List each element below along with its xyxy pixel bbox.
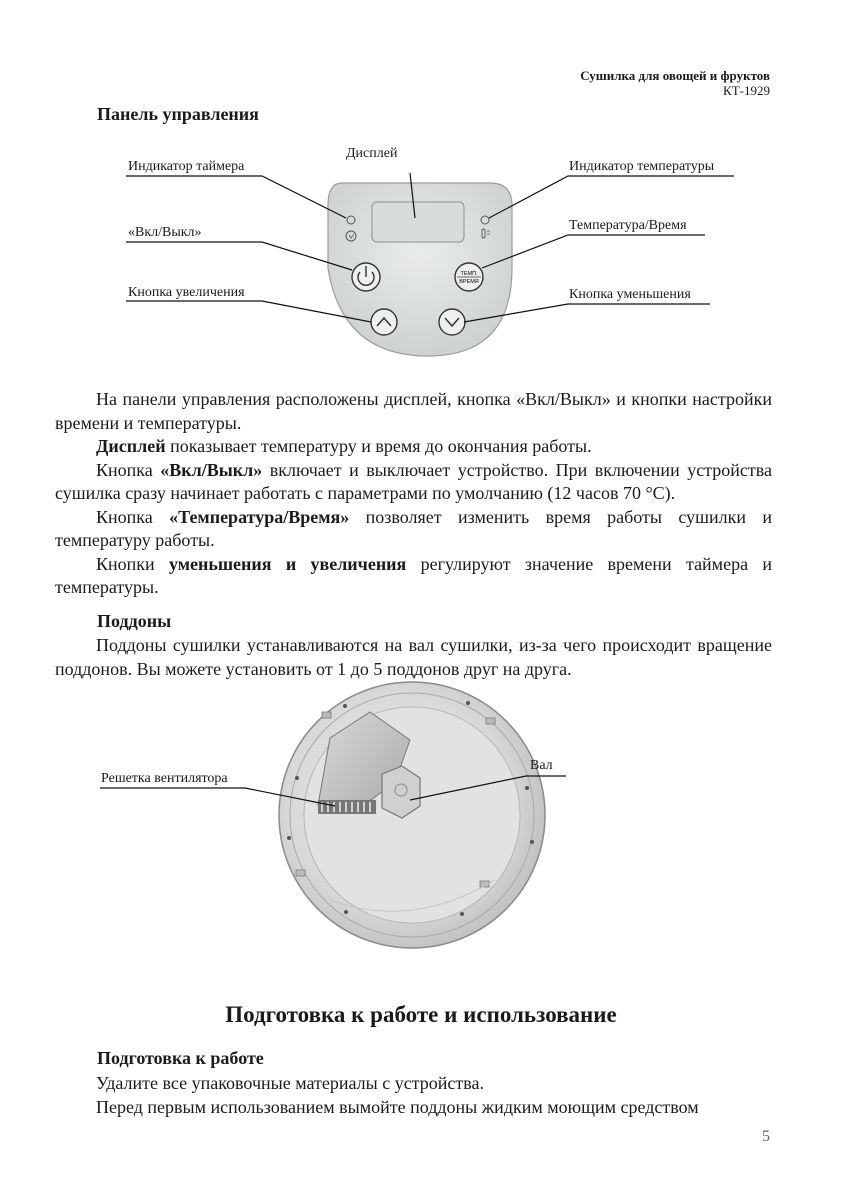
panel-p5-pre: Кнопки: [96, 553, 169, 574]
leader-timer: [126, 176, 346, 218]
page-number: 5: [762, 1128, 770, 1145]
panel-p4-pre: Кнопка: [96, 506, 170, 527]
label-timer-indicator: Индикатор таймера: [128, 159, 245, 174]
label-shaft: Вал: [530, 758, 553, 773]
panel-heading: Панель управления: [97, 104, 259, 124]
prep-title: Подготовка к работе и использование: [225, 1002, 617, 1027]
label-display: Дисплей: [346, 146, 398, 161]
panel-p5-bold: уменьшения и увеличения: [168, 553, 407, 574]
label-increase: Кнопка увеличения: [128, 285, 245, 300]
panel-p2-bold: Дисплей: [96, 436, 166, 456]
display-window: [372, 202, 464, 242]
panel-p5: [55, 553, 772, 600]
panel-p3-pre: Кнопка: [96, 459, 161, 480]
leader-increase: [126, 301, 371, 322]
trays-description: [55, 634, 772, 681]
panel-p1: На панели управления расположены дисплей, кнопка «Вкл/Выкл» и кнопки настройки времени и температуры.: [55, 389, 772, 433]
prep-p1: Удалите все упаковочные материалы с устройства.: [96, 1073, 485, 1093]
panel-p4-bold: «Температура/Время»: [169, 506, 350, 527]
leader-onoff: [126, 242, 352, 270]
dryer-base-figure: [279, 682, 545, 948]
trays-p1: Поддоны сушилки устанавливаются на вал сушилки, из-за чего происходит вращение поддонов. Вы можете установить от 1 до 5 поддонов друг на друга.: [55, 635, 772, 679]
panel-description: [55, 388, 772, 600]
panel-p4-rest: позволяет изменить время работы сушилки и температуру работы.: [55, 506, 772, 550]
doc-header-model: КТ-1929: [723, 83, 770, 98]
panel-p3-rest: включает и выключает устройство. При включении устройства сушилка сразу начинает работать с параметрами по умолчанию (12 часов 70 °С).: [55, 459, 773, 503]
label-temp-indicator: Индикатор температуры: [569, 159, 715, 174]
prep-p2: Перед первым использованием вымойте поддоны жидким моющим средством: [96, 1096, 699, 1117]
decrease-button: [439, 309, 465, 335]
prep-heading: Подготовка к работе: [97, 1048, 264, 1068]
panel-p2: [55, 435, 772, 459]
temp-time-button: [455, 263, 483, 291]
temp-time-button-line2: ВРЕМЯ: [459, 279, 479, 285]
panel-p5-rest: регулируют значение времени таймера и температуры.: [55, 553, 772, 597]
panel-p4: [55, 506, 772, 553]
shaft: [382, 766, 420, 818]
trays-heading: Поддоны: [97, 611, 172, 631]
panel-p2-rest: показывает температуру и время до окончания работы.: [165, 436, 592, 456]
temp-time-button-line1: ТЕМП.: [460, 271, 478, 277]
label-temp-time: Температура/Время: [569, 218, 687, 233]
fan-grill: [318, 800, 376, 814]
panel-p3: [55, 459, 772, 506]
prep-description: [55, 1072, 772, 1119]
label-onoff: «Вкл/Выкл»: [128, 225, 202, 240]
leader-temp-indicator: [489, 176, 734, 218]
increase-button: [371, 309, 397, 335]
doc-header-title: Сушилка для овощей и фруктов: [580, 68, 770, 83]
panel-p3-bold: «Вкл/Выкл»: [160, 459, 263, 480]
label-decrease: Кнопка уменьшения: [569, 287, 691, 302]
label-fan-grill: Решетка вентилятора: [101, 771, 228, 786]
power-button: [352, 263, 380, 291]
leader-temp-time: [482, 235, 705, 268]
